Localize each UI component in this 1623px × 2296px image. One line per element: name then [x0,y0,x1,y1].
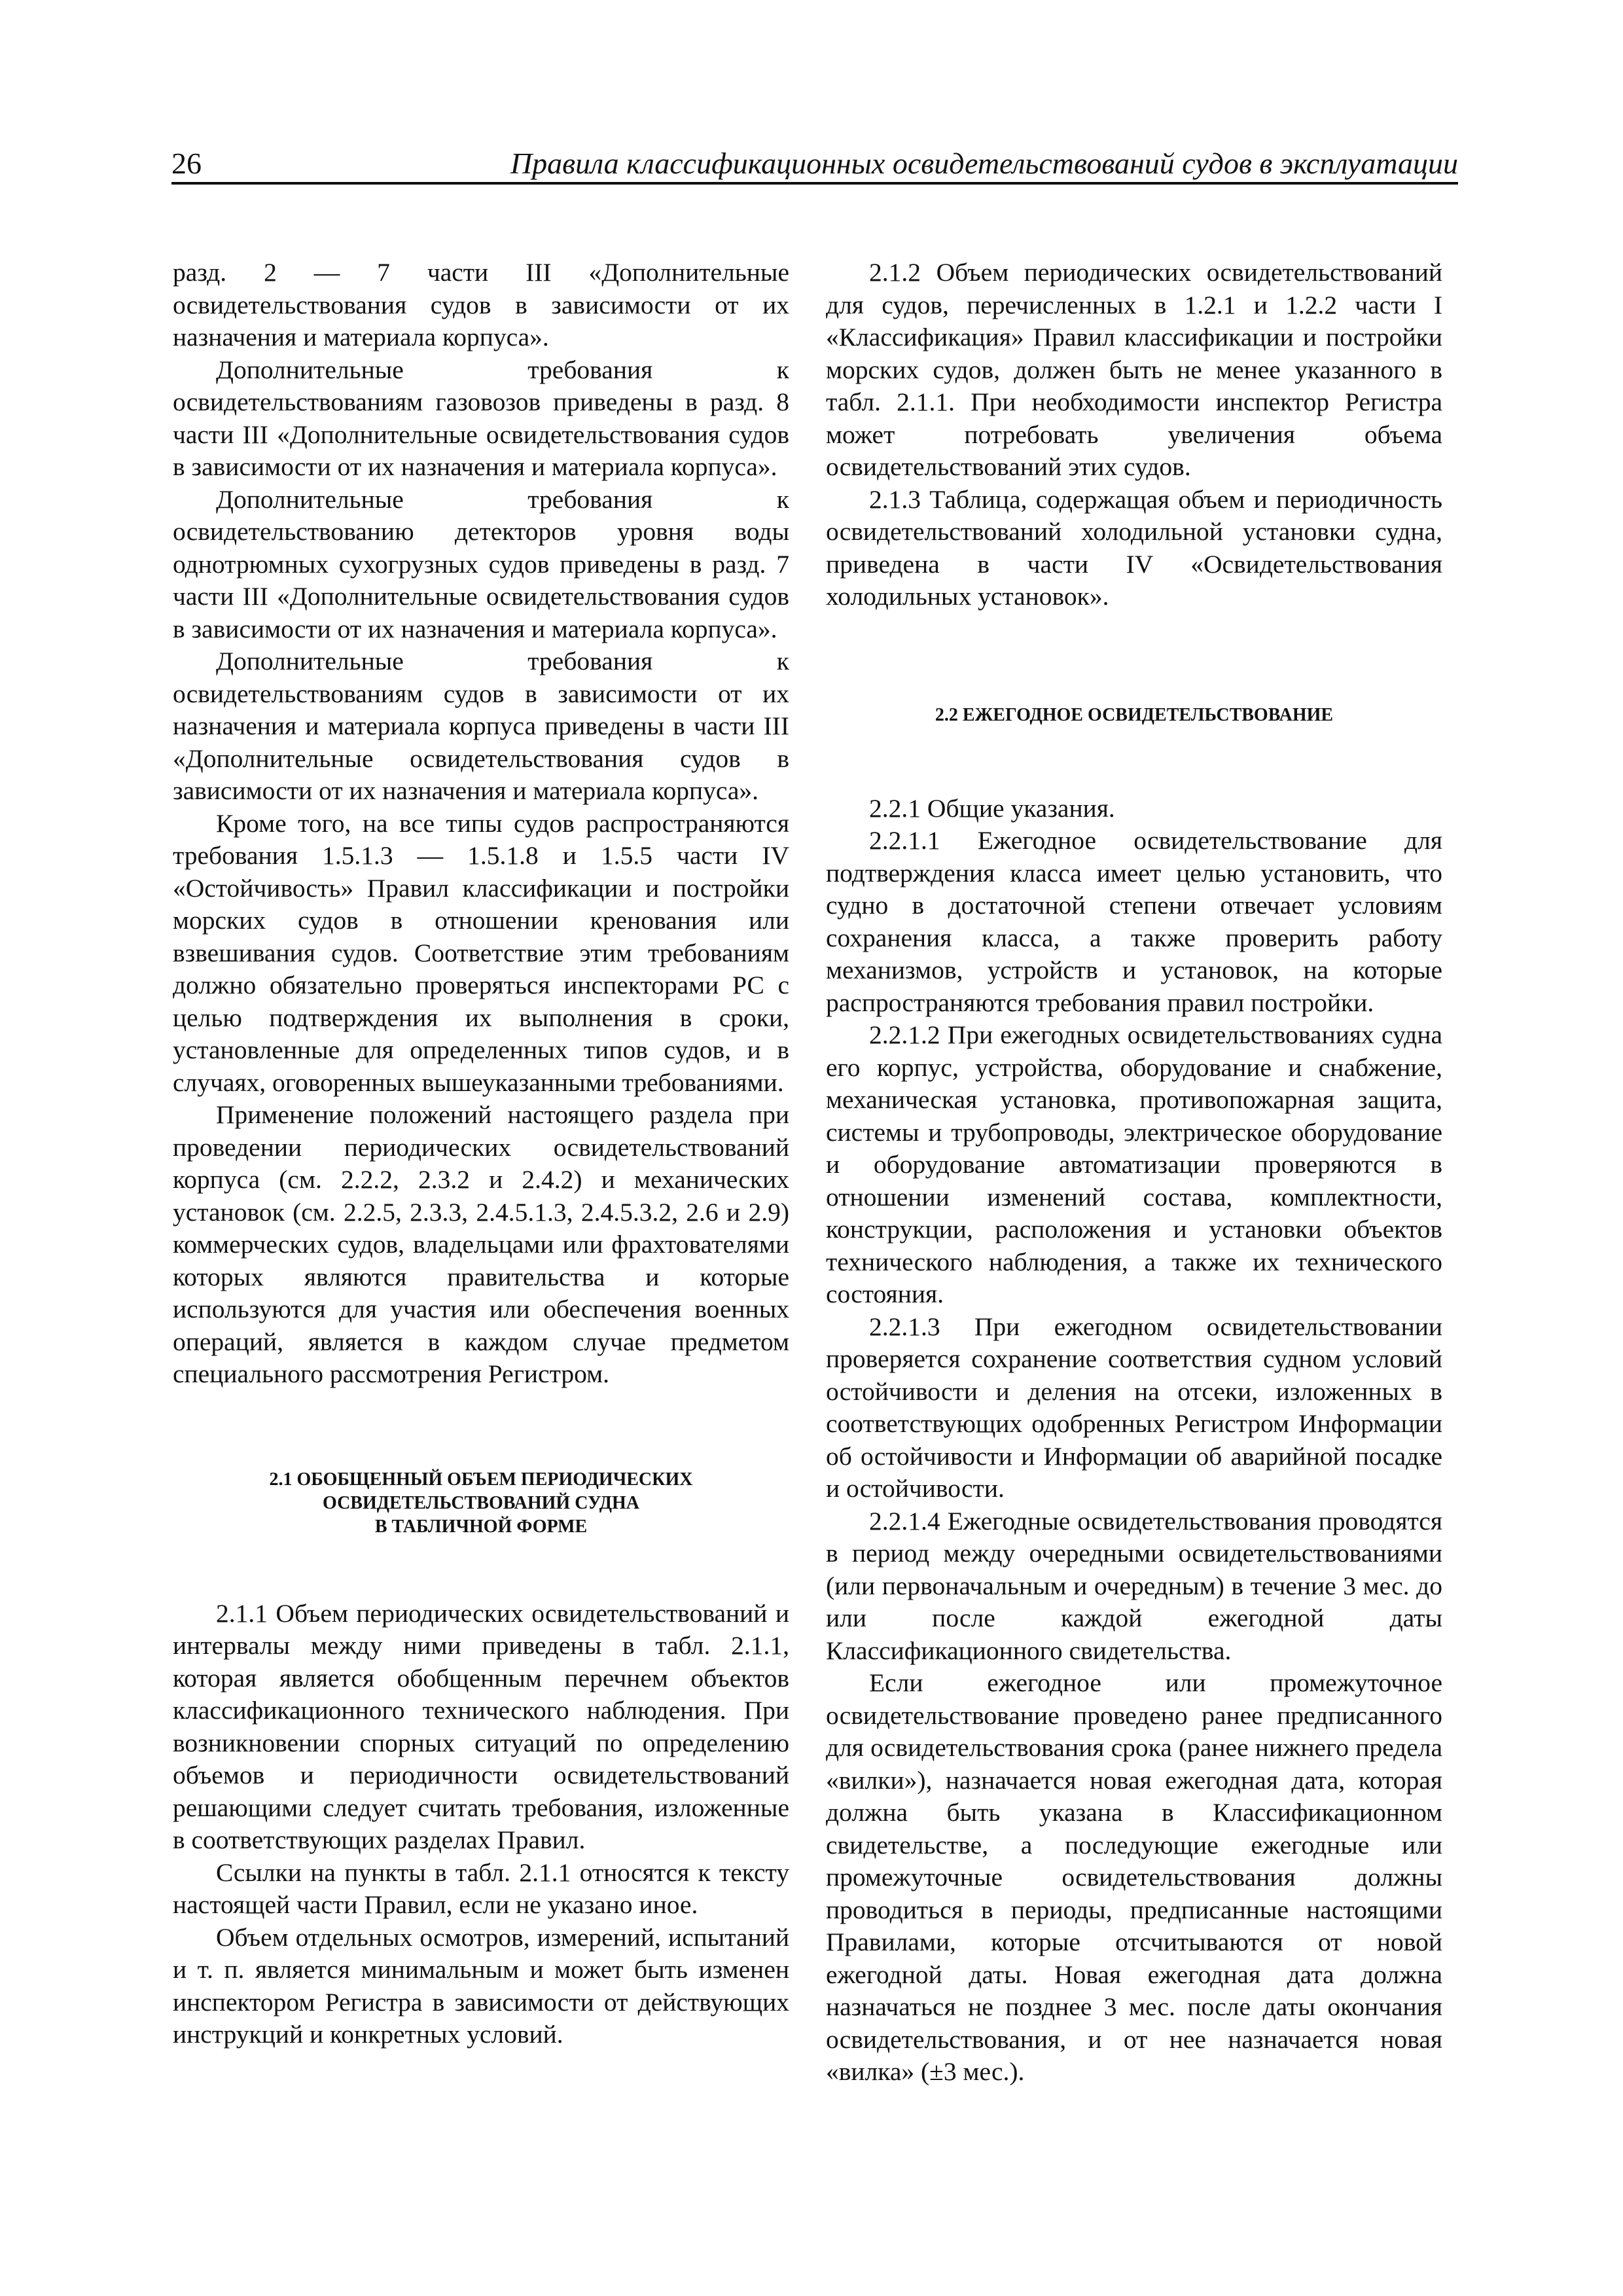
paragraph: 2.1.2 Объем периодических освидетельствований для судов, перечисленных в 1.2.1 и 1.2.2 части I «Классификация» Правил классификации и постройки морских судов, должен быть не менее указанного в табл. 2.1.1. При необходимости инспектор Регистра может потребовать увеличения объема освидетельствований этих судов. [826,258,1442,481]
paragraph: 2.1.3 Таблица, содержащая объем и периодичность освидетельствований холодильной установки судна, приведена в части IV «Освидетельствования холодильных установок». [826,484,1442,611]
paragraph: 2.1.1 Объем периодических освидетельствований и интервалы между ними приведены в табл. 2.1.1, которая является обобщенным перечнем объектов классификационного технического наблюдения. При возникновении спорных ситуаций по определению объемов и периодичности освидетельствований решающими следует считать требования, изложенные в соответствующих разделах Правил. [173,1598,789,1854]
page-number: 26 [171,147,202,180]
paragraph: Применение положений настоящего раздела при проведении периодических освидетельствований корпуса (см. 2.2.2, 2.3.2 и 2.4.2) и механических установок (см. 2.2.5, 2.3.3, 2.4.5.1.3, 2.4.5.3.2, 2.6 и 2.9) коммерческих судов, владельцами или фрахтователями которых являются правительства и которые используются для участия или обеспечения военных операций, является в каждом случае предметом специального рассмотрения Регистром. [173,1100,789,1388]
paragraph: Ссылки на пункты в табл. 2.1.1 относятся к тексту настоящей части Правил, если не указано иное. [173,1857,789,1919]
paragraph: 2.2.1.4 Ежегодные освидетельствования проводятся в период между очередными освидетельствованиями (или первоначальным и очередным) в течение 3 мес. до или после каждой ежегодной даты Классификационного свидетельства. [826,1506,1442,1665]
heading-line: ОСВИДЕТЕЛЬСТВОВАНИЙ СУДНА [322,1492,640,1513]
section-heading-2-2: 2.2 ЕЖЕГОДНОЕ ОСВИДЕТЕЛЬСТВОВАНИЕ [935,704,1334,725]
section-heading-2-1 [173,1468,789,1539]
heading-line: В ТАБЛИЧНОЙ ФОРМЕ [374,1516,588,1537]
paragraph: 2.2.1.3 При ежегодном освидетельствовании проверяется сохранение соответствия судном условий остойчивости и деления на отсеки, изложенных в соответствующих одобренных Регистром Информации об остойчивости и Информации об аварийной посадке и остойчивости. [826,1312,1442,1503]
paragraph: Дополнительные требования к освидетельствованиям газовозов приведены в разд. 8 части III «Дополнительные освидетельствования судов в зависимости от их назначения и материала корпуса». [173,355,789,481]
paragraph: Объем отдельных осмотров, измерений, испытаний и т. п. является минимальным и может быть изменен инспектором Регистра в зависимости от действующих инструкций и конкретных условий. [173,1922,789,2049]
page-header [171,145,1458,185]
paragraph: Дополнительные требования к освидетельствованиям судов в зависимости от их назначения и материала корпуса приведены в части III «Дополнительные освидетельствования судов в зависимости от их назначения и материала корпуса». [173,647,789,805]
paragraph: Дополнительные требования к освидетельствованию детекторов уровня воды однотрюмных сухогрузных судов приведены в разд. 7 части III «Дополнительные освидетельствования судов в зависимости от их назначения и материала корпуса». [173,484,789,643]
running-title: Правила классификационных освидетельствований судов в эксплуатации [510,147,1458,180]
left-column [173,257,789,2051]
paragraph: 2.2.1 Общие указания. [869,793,1115,823]
paragraph: Если ежегодное или промежуточное освидетельствование проведено ранее предписанного для освидетельствования срока (ранее нижнего предела «вилки»), назначается новая ежегодная дата, которая должна быть указана в Классификационном свидетельстве, а последующие ежегодные или промежуточные освидетельствования должны проводиться в периоды, предписанные настоящими Правилами, которые отсчитываются от новой ежегодной даты. Новая ежегодная дата должна назначаться не позднее 3 мес. после даты окончания освидетельствования, и от нее назначается новая «вилка» (±3 мес.). [826,1668,1442,2086]
paragraph: Кроме того, на все типы судов распространяются требования 1.5.1.3 — 1.5.1.8 и 1.5.5 части IV «Остойчивость» Правил классификации и постройки морских судов в отношении кренования или взвешивания судов. Соответствие этим требованиям должно обязательно проверяться инспекторами РС с целью подтверждения их выполнения в сроки, установленные для определенных типов судов, и в случаях, оговоренных вышеуказанными требованиями. [173,808,789,1097]
right-column [826,257,1442,2089]
paragraph: 2.2.1.2 При ежегодных освидетельствованиях судна его корпус, устройства, оборудование и снабжение, механическая установка, противопожарная защита, системы и трубопроводы, электрическое оборудование и оборудование автоматизации проверяются в отношении изменений состава, комплектности, конструкции, расположения и установки объектов технического наблюдения, а также их технического состояния. [826,1020,1442,1308]
paragraph: разд. 2 — 7 части III «Дополнительные освидетельствования судов в зависимости от их назначения и материала корпуса». [173,258,789,351]
paragraph: 2.2.1.1 Ежегодное освидетельствование для подтверждения класса имеет целью установить, что судно в достаточной степени отвечает условиям сохранения класса, а также проверить работу механизмов, устройств и установок, на которые распространяются требования правил постройки. [826,826,1442,1017]
heading-line: 2.1 ОБОБЩЕННЫЙ ОБЪЕМ ПЕРИОДИЧЕСКИХ [269,1469,693,1490]
